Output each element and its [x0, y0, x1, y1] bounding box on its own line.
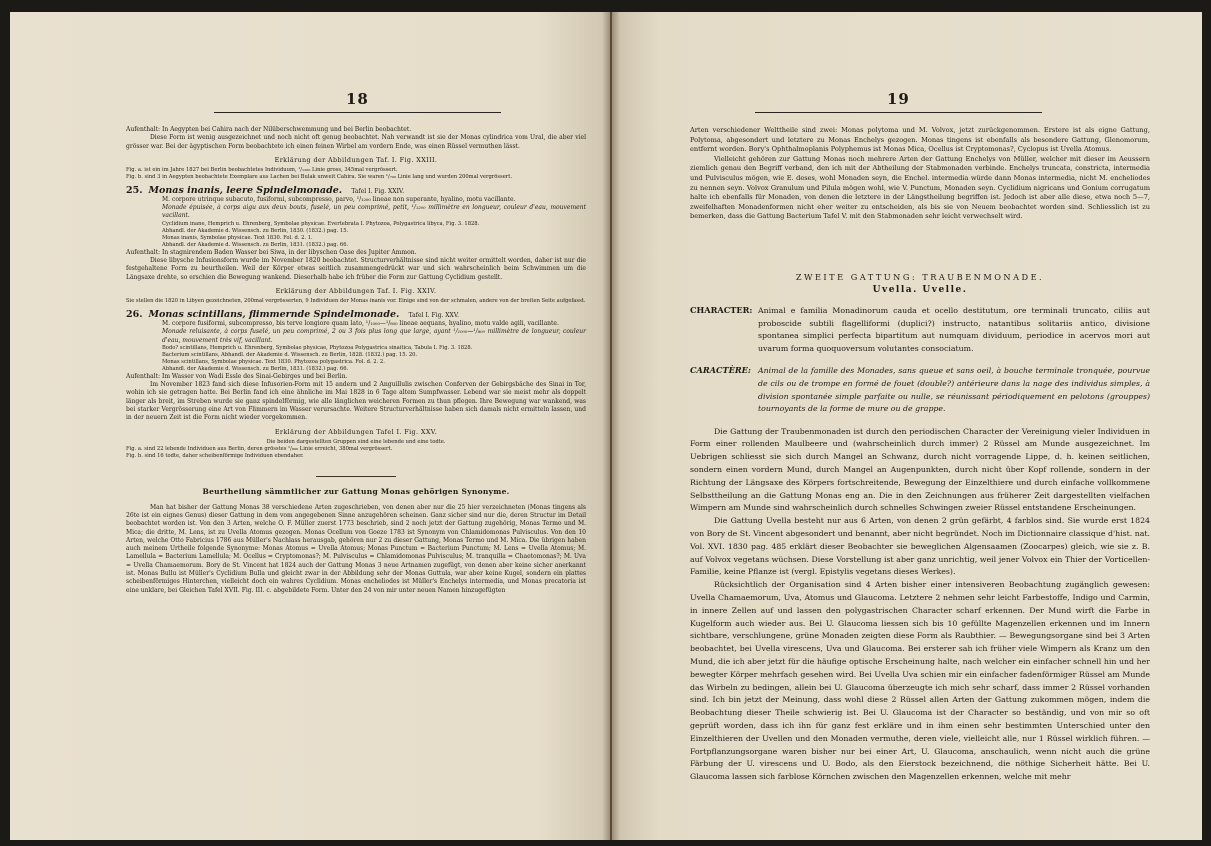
right-page [612, 12, 1202, 840]
plate-reference: Tafel I. Fig. XXIV. [351, 187, 405, 195]
body-paragraph: Arten verschiedener Welttheile sind zwei: Monas polytoma und M. Volvox, jetzt zurückgenommen. Erstere ist als eigne Gattung, Polytoma, abgesondert und letztere zu Monas Enchelys gezogen. Monas tingens ist ebenfalls als besondere Gattung, Glenomorum, entfernt worden. Bory's Ophthalmoplanis Polyphemus ist Monas Mica, Ocellus ist Cryptomonas?, Cyclopus ist Uvella Atomus. [690, 126, 1150, 154]
species-number: 26. [126, 308, 143, 320]
body-paragraph: Vielleicht gehören zur Gattung Monas noch mehrere Arten der Gattung Enchelys von Müller, welcher mit dieser im Aeussern ziemlich genau den Begriff verband, den ich mit der Abtheilung der Stabmonaden verbinde. Enchelys truncata, constricta, intermedia und Pulvisculus mögen, wie E. deses, wohl Monaden seyn, die Enchel. intermedia würde dann Monas intermedia, nicht M. encheliodes zu nennen seyn. Volvox Granulum und Pilula mögen wohl, wie V. Punctum, Monaden seyn. Cyclidium nigricans und Gonium corrugatum halte ich ebenfalls für Monaden, von denen die letztere in der Längstheilung begriffen ist. Jedoch ist aber alle diese, etwa noch 5—7, zweifelhaften Monadenformen nicht eher weiter zu entscheiden, als bis sie von Neuem beobachtet worden sind. Schliesslich ist zu bemerken, dass die Gattung Bacterium Tafel V. mit den Stabmonaden sehr leicht verwechselt wird. [690, 154, 1150, 221]
figure-caption: Fig. b. sind 3 in Aegypten beobachtete Exemplare aus Lachen bei Bulak unweit Cahira. Sie waren ¹/₇₀₀ Linie lang und wurden 200mal vergrössert. [126, 173, 512, 180]
figure-caption: Sie stellen die 1820 in Libyen gezeichneten, 200mal vergrösserten, 9 Individuen der Monas inanis vor. Einige sind von der schmalen, andere von der breiten Seite aufgefasst. [126, 297, 586, 304]
literature-reference: Abhandl. der Akademie d. Wissensch. zu Berlin, 1830. (1832.) pag. 15. [162, 227, 349, 234]
french-diagnosis: Monade reluisante, à corps fuselé, un peu comprimé, 2 ou 3 fois plus long que large, ayant ¹/₁₀₀₀—¹/₈₀₀ millimètre de longueur, couleur d'eau, mouvement très vif, vacillant. [162, 328, 586, 344]
left-text-column [126, 126, 586, 595]
right-text-column [690, 126, 1150, 784]
figure-caption: Die beiden dargestellten Gruppen sind eine lebende und eine todte. [266, 438, 446, 445]
literature-reference: Bacterium scintillans, Abhandl. der Akademie d. Wissensch. zu Berlin, 1828. (1832.) pag. 15. 20. [162, 351, 418, 358]
book-spread [10, 12, 1202, 840]
literature-reference: Bodo? scintillans, Hemprich u. Ehrenberg, Symbolae physicae, Phytozoa Polygastrica sinaitica, Tabula I. Fig. 3. 1828. [162, 344, 473, 351]
gutter-shadow [602, 12, 610, 840]
figure-caption: Fig. b. sind 16 todte, daher scheibenförmige Individuen ebendaher. [126, 452, 304, 459]
species-title: Monas inanis, leere Spindelmonade. [148, 184, 343, 196]
body-paragraph: Diese libysche Infusionsform wurde im November 1820 beobachtet. Structurverhältnisse sind nicht weiter ermittelt worden, daher ist nur die festgehaltene Form zu beurtheilen. Weil der Körper etwas seitlich zusammengedrückt war und sich wahrscheinlich beim Schwimmen um die Längsaxe drehte, so erschien die Bewegung wankend. Dieserhalb habe ich früher die Form zur Gattung Cyclidium gestellt. [126, 257, 586, 281]
plate-reference: Tafel I. Fig. XXV. [408, 311, 460, 319]
figure-explanation-heading: Erklärung der Abbildungen Tafel I. Fig. XXV. [274, 427, 438, 436]
species-number: 25. [126, 184, 143, 196]
body-paragraph: Man hat bisher der Gattung Monas 38 verschiedene Arten zugeschrieben, von denen aber nur die 25 hier verzeichneten (Monas tingens als 26te ist ein eignes Genus) dieser Gattung in dem vom angegebenen Sinne anzugehören scheinen. Ganz sicher sind nur die, deren Structur im Detail beobachtet worden ist. Von den 3 Arten, welche O. F. Müller zuerst 1773 beschrieb, sind 2 noch jetzt der Gattung zugehörig, Monas Termo und M. Mica; die dritte, M. Lens, ist zu Uvella Atomus gezogen. Monas Ocellum von Goeze 1783 ist Synonym von Chlamidomonas Pulvisculus. Von den 10 Arten, welche Otto Fabricius 1786 aus Müller's Nachlass herausgab, gehören nur 2 zu dieser Gattung, Monas Termo und M. Mica. Die übrigen haben auch meinem Urtheile folgende Synonyme: Monas Atomus = Uvella Atomus; Monas Punctum = Bacterium Punctum; M. Lens = Uvella Atomus; M. Lamellula = Bacterium Lamellula; M. Ocellus = Cryptomonas?; M. Pulvisculus = Chlamidomonas Pulvisculus; M. tranquilla = Chaetomonas?; M. Uva = Uvella Chamaemorum. Bory de St. Vincent hat 1824 auch der Gattung Monas 3 neue Artnamen zugefügt, von denen aber keine sicher anerkannt ist. Monas Bullu ist Müller's Cyclidium Bulla und gleicht zwar in der Abbildung sehr der Monas Guttula, war aber keine Kugel, sondern ein plattes scheibenförmiges Hinterchen, vielleicht doch ein wahres Cyclidium. Monas encheliodes ist Müller's Enchelys intermedia, und Monas precatoria ist eine unklare, bei Gleichen Tafel XVII. Fig. III. c. abgebildete Form. Unter den 24 von mir unter neuen Namen hinzugefügten [126, 503, 586, 594]
figure-caption: Fig. a. sind 22 lebende Individuen aus Berlin, deren grösstes ¹/₈₀₀ Linie erreicht, 380mal vergrössert. [126, 445, 393, 452]
character-text: Animal e familia Monadinorum cauda et ocello destitutum, ore terminali truncato, ciliis aut proboscide subtili flagelliformi (duplici?) instructo, natantibus solitariis antico, divisione spontanea simplici perfecta bipartitum aut numquam dividuum, periodice in acervos mori aut uvarum forma quoquoversum volutantes consociatum. [758, 305, 1150, 353]
caractere-label: CARACTÈRE: [690, 365, 751, 376]
latin-diagnosis: M. corpore fusiformi, subcompresso, bis terve longiore quam lato, ¹/₁₀₀₀—¹/₈₀₀ lineae aequans, hyalino, motu valde agili, vacillante. [162, 319, 559, 327]
synonyms-heading: Beurtheilung sämmtlicher zur Gattung Monas gehörigen Synonyme. [202, 486, 510, 496]
literature-reference: Abhandl. der Akademie d. Wissensch. zu Berlin, 1831. (1832.) pag. 66. [162, 241, 349, 248]
left-page [10, 12, 610, 840]
section-divider [316, 476, 396, 477]
aufenthalt-paragraph: Aufenthalt: In stagnirendem Baden Wasser bei Siwa, in der libyschen Oase des Jupiter Ammon. [126, 248, 417, 256]
body-paragraph: Rücksichtlich der Organisation sind 4 Arten bisher einer intensiveren Beobachtung zugänglich gewesen: Uvella Chamaemorum, Uva, Atomus und Glaucoma. Letztere 2 nehmen sehr leicht Farbestoffe, Indigo und Carmin, in innere Zellen auf und lassen den polygastrischen Character scharf erkennen. Der Mund wirft die Farbe in Kugelform auch wieder aus. Bei U. Glaucoma liessen sich bis 10 gefüllte Magenzellen erkennen und im Innern sichtbare, verschlungene, grüne Monaden zeigten diese Form als Raubthier. — Bewegungsorgane sind bei 3 Arten beobachtet, bei Uvella virescens, Uva und Glaucoma. Bei ersterer sah ich früher viele Wimpern als Kranz um den Mund, die ich aber jetzt für die häufige optische Erscheinung halte, nach welcher ein einfacher schnell hin und her bewegter Körper mehrfach gesehen wird. Bei Uvella Uva schien mir ein einfacher fadenförmiger Rüssel am Munde das Wirbeln zu bedingen, allein bei U. Glaucoma überzeugte ich mich sehr scharf, dass immer 2 Rüssel vorhanden sind. Ich bin jetzt der Meinung, dass wohl diese 2 Rüssel allen Arten der Gattung zukommen mögen, indem die Beobachtung dieser Theile schwierig ist. Bei U. Glaucoma ist der Character so beständig, und von mir so oft geprüft worden, dass ich ihn für ganz fest erkläre und in ihm einen sehr bestimmten Unterschied unter den Einzelthieren der Uvellen und den Monaden vermuthe, deren viele, vielleicht alle, nur 1 Rüssel wirklich führen. — Fortpflanzungsorgane waren bisher nur bei einer Art, U. Glaucoma, anschaulich, wenn nicht auch die grüne Färbung der U. virescens und U. Bodo, als den Eierstock bezeichnend, die nöthige Sicherheit hätte. Bei U. Glaucoma lassen sich farblose Körnchen zwischen den Magenzellen erkennen, welche mit mehr [690, 580, 1150, 782]
figure-explanation-heading: Erklärung der Abbildungen Taf. I. Fig. XXIV. [275, 286, 437, 295]
page-number-right: 19 [887, 90, 910, 108]
body-paragraph: Im November 1823 fand sich diese Infusorien-Form mit 15 andern und 2 Anguillulis zwischen Conferven der Gebirgsbäche des Sinai in Tor, wohin ich sie getragen hatte. Bei Berlin fand ich eine ähnliche im Mai 1828 in 6 Tage altem Sumpfwasser. Lebend war sie meist mehr als doppelt länger als breit, im Streben wurde sie ganz spindelförmig, wie alle länglichen weicheren Formen zu thun pflegen. Ihre Bewegung war wankend, was bei starker Vergrösserung eine Art von Flimmern im Wasser verursachte. Weitere Structurverhältnisse haben sich damals nicht ermitteln lassen, und in der neuern Zeit ist die Form nicht wieder vorgekommen. [126, 381, 586, 422]
literature-reference: Monas inanis, Symbolae physicae. Text 1830. Fol. d. 2. 1. [162, 234, 313, 241]
caractere-block [690, 365, 1150, 415]
genus-heading: ZWEITE GATTUNG: TRAUBENMONADE. [795, 271, 1045, 282]
aufenthalt-paragraph: Aufenthalt: In Aegypten bei Cahira nach der Nilüberschwemmung und bei Berlin beobachtet. [126, 126, 412, 133]
literature-reference: Cyclidium inane, Hemprich u. Ehrenberg, Symbolae physicae. Evertebrata I. Phytozoa, Polygastrica libyca, Fig. 3. 1828. [162, 220, 480, 227]
page-number-left: 18 [346, 90, 369, 108]
character-label: CHARACTER: [690, 304, 753, 315]
french-diagnosis: Monade épuisée, à corps aigu aux deux bouts, fuselé, un peu comprimé, petit, ¹/₁₂₀₀ millimètre en longueur, couleur d'eau, mouvement vacillant. [162, 204, 586, 220]
body-paragraph: Die Gattung der Traubenmonaden ist durch den periodischen Character der Vereinigung vieler Individuen in Form einer rollenden Maulbeere und (wahrscheinlich durch immer) 2 Rüssel am Munde ausgezeichnet. Im Uebrigen schliesst sie sich durch Mangel an Schwanz, durch nicht vorragende Lippe, d. h. keinen seitlichen, sondern einen vordern Mund, durch Mangel an Augenpunkten, durch nicht über Kopf rollende, sondern in der Richtung der Längsaxe des Körpers fortschreitende, Bewegung der Einzelthiere und durch einfache vollkommene Selbsttheilung an die Gattung Monas eng an. Die in den Zeichnungen aus früherer Zeit dargestellten vielfachen Wimpern am Munde sind wahrscheinlich durch schnelles Schwingen zweier Rüssel entstandene Erscheinungen. [690, 426, 1150, 513]
body-paragraph: Diese Form ist wenig ausgezeichnet und noch nicht oft genug beobachtet. Nah verwandt ist sie der Monas cylindrica vom Ural, die aber viel grösser war. Bei der ägyptischen Form beobachtete ich einen feinen Wirbel am vordern Ende, was einen Rüssel vermuthen lässt. [126, 134, 586, 150]
species-heading [126, 309, 586, 320]
aufenthalt-paragraph: Aufenthalt: Im Wasser von Wadi Essle des Sinai-Gebirges und bei Berlin. [126, 372, 348, 380]
figure-caption: Fig. a. ist ein im Jahre 1827 bei Berlin beobachtetes Individuum, ¹/₁₂₀₀ Linie gross, 345mal vergrössert. [126, 166, 398, 173]
latin-diagnosis: M. corpore utrinque subacuto, fusiformi, subcompresso, parvo, ¹/₁₂₀₀ lineae non superante, hyalino, motu vacillante. [162, 195, 516, 203]
species-heading [126, 185, 586, 196]
body-paragraph: Die Gattung Uvella besteht nur aus 6 Arten, von denen 2 grün gefärbt, 4 farblos sind. Sie wurde erst 1824 von Bory de St. Vincent abgesondert und benannt, aber nicht begründet. Noch im Dictionnaire classique d'hist. nat. Vol. XVI. 1830 pag. 485 erklärt dieser Beobachter sie beweglichen Algensaamen (Zoocarpes) gleich, wie sie z. B. auf Volvox vegetans wüchsen. Diese Vorstellung ist aber ganz unrichtig, weil jener Volvox ein Thier der Vorticellen-Familie, keine Pflanze ist (vergl. Epistylis vegetans dieses Werkes). [690, 516, 1150, 577]
species-title: Monas scintillans, flimmernde Spindelmonade. [148, 308, 400, 320]
figure-explanation-heading: Erklärung der Abbildungen Taf. I. Fig. XXIII. [274, 155, 438, 164]
caractere-text: Animal de la famille des Monades, sans queue et sans oeil, à bouche terminale tronquée, pourvue de cils ou de trompe en formé de fouet (double?) antérieure dans la nage des individus simples, à division spontanée simple parfaite ou nulle, se réunissant périodiquement en pelotons (grouppes) tournoyants de la forme de mure ou de grappe. [758, 366, 1150, 414]
character-block [690, 305, 1150, 355]
literature-reference: Monas scintillans, Symbolae physicae. Text 1830. Phytozoa polygastrica. Fol. d. 2. 2. [162, 358, 385, 365]
literature-reference: Abhandl. der Akademie d. Wissensch. zu Berlin, 1831. (1832.) pag. 66. [162, 365, 349, 372]
genus-name: Uvella. Uvelle. [872, 284, 968, 295]
gutter-shadow [612, 12, 620, 840]
